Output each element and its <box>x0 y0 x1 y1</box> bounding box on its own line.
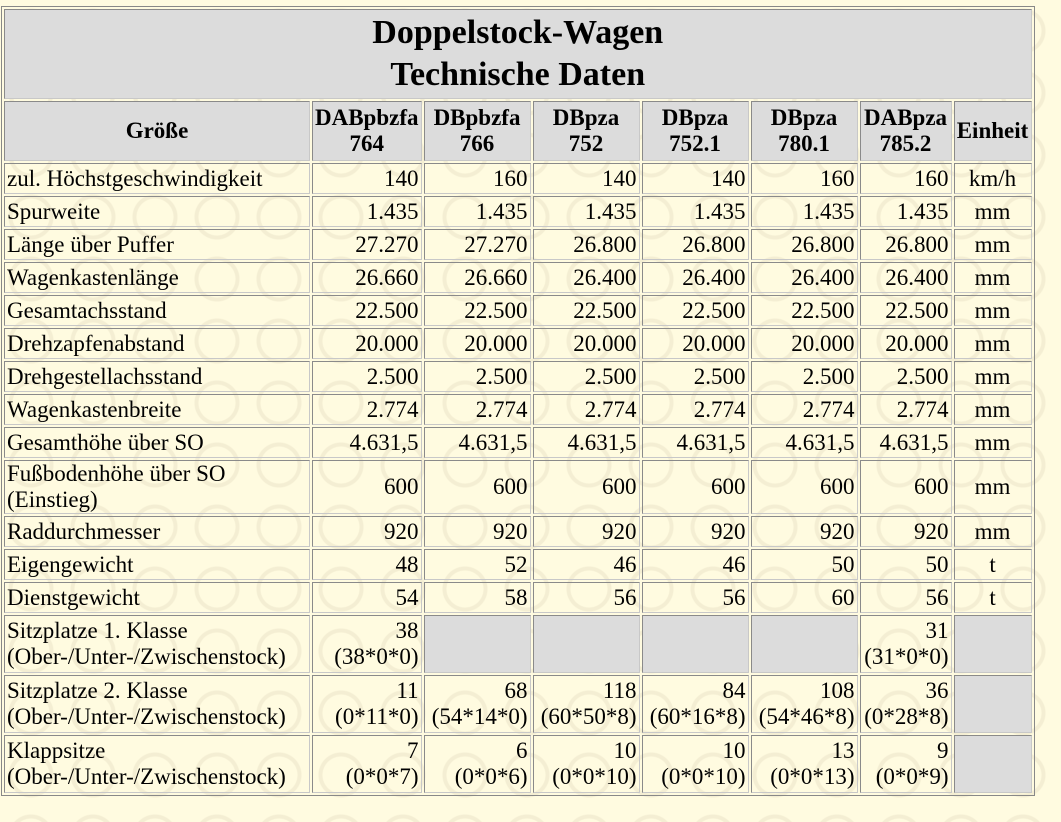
value-cell: 50 <box>860 549 952 580</box>
value-cell: 27.270 <box>312 229 422 260</box>
row-label-text-2: (Ober-/Unter-/Zwischenstock) <box>7 644 286 669</box>
row-label-text: Gesamthöhe über SO <box>7 429 204 455</box>
value-cell: 2.500 <box>424 361 531 392</box>
value-cell: 920 <box>424 516 531 547</box>
value-cell: 2.774 <box>533 394 640 425</box>
value-cell: 2.774 <box>312 394 422 425</box>
seat-breakdown: (0*28*8) <box>864 704 949 729</box>
value-cell <box>424 735 531 793</box>
seat-total: 13 <box>831 738 855 763</box>
header-wagon: DABpbzfa 764 <box>312 101 422 161</box>
row-label <box>4 229 310 260</box>
value-cell: 4.631,5 <box>642 427 749 458</box>
value-cell: 140 <box>642 163 749 194</box>
table-row <box>4 229 1032 260</box>
value-cell: 1.435 <box>642 196 749 227</box>
row-label <box>4 196 310 227</box>
value-cell <box>533 735 640 793</box>
value-cell: 22.500 <box>751 295 858 326</box>
table-row <box>4 163 1032 194</box>
unit-cell: mm <box>954 295 1032 326</box>
row-label <box>4 295 310 326</box>
seat-total: 31 <box>925 618 949 643</box>
seat-total: 68 <box>504 678 528 703</box>
value-cell: 52 <box>424 549 531 580</box>
value-cell: 1.435 <box>424 196 531 227</box>
value-cell: 20.000 <box>533 328 640 359</box>
value-cell: 27.270 <box>424 229 531 260</box>
value-cell: 20.000 <box>424 328 531 359</box>
value-cell: 2.500 <box>533 361 640 392</box>
header-size: Größe <box>4 101 310 161</box>
seat-breakdown: (54*46*8) <box>758 704 855 729</box>
row-label <box>4 361 310 392</box>
unit-cell: t <box>954 549 1032 580</box>
value-cell: 46 <box>642 549 749 580</box>
value-cell <box>312 675 422 733</box>
table-row <box>4 394 1032 425</box>
value-cell: 22.500 <box>642 295 749 326</box>
seat-total: 7 <box>407 738 419 763</box>
value-cell: 26.800 <box>642 229 749 260</box>
row-label <box>4 328 310 359</box>
row-label <box>4 675 310 733</box>
value-cell: 46 <box>533 549 640 580</box>
row-label-text-2: (Einstieg) <box>7 487 98 512</box>
value-cell <box>642 675 749 733</box>
value-cell: 920 <box>642 516 749 547</box>
seat-breakdown: (0*0*7) <box>345 764 419 789</box>
value-cell: 1.435 <box>860 196 952 227</box>
value-cell: 4.631,5 <box>751 427 858 458</box>
table-row <box>4 295 1032 326</box>
row-label-text: Sitzplatze 1. Klasse <box>7 618 188 643</box>
value-cell: 22.500 <box>424 295 531 326</box>
row-label-text: Raddurchmesser <box>7 518 161 544</box>
row-label-text: Eigengewicht <box>7 551 134 577</box>
value-cell: 2.500 <box>312 361 422 392</box>
empty-unit-cell <box>954 735 1032 793</box>
value-cell: 4.631,5 <box>424 427 531 458</box>
seat-total: 36 <box>925 678 949 703</box>
seat-breakdown: (0*0*9) <box>875 764 949 789</box>
value-cell: 26.400 <box>642 262 749 293</box>
value-cell: 54 <box>312 582 422 613</box>
row-label <box>4 516 310 547</box>
value-cell: 26.800 <box>533 229 640 260</box>
value-cell: 1.435 <box>533 196 640 227</box>
value-cell: 26.800 <box>751 229 858 260</box>
empty-unit-cell <box>954 615 1032 673</box>
value-cell: 4.631,5 <box>533 427 640 458</box>
value-cell: 2.500 <box>860 361 952 392</box>
value-cell: 22.500 <box>860 295 952 326</box>
seat-breakdown: (0*0*10) <box>552 764 637 789</box>
table-row <box>4 328 1032 359</box>
technical-data-table <box>1 6 1035 796</box>
row-label-text: Wagenkastenbreite <box>7 396 182 422</box>
empty-unit-cell <box>954 675 1032 733</box>
row-label-text: Länge über Puffer <box>7 231 174 257</box>
value-cell <box>642 735 749 793</box>
value-cell: 140 <box>533 163 640 194</box>
value-cell: 1.435 <box>312 196 422 227</box>
table-row <box>4 196 1032 227</box>
row-label-text: Wagenkastenlänge <box>7 264 179 290</box>
value-cell: 600 <box>312 460 422 514</box>
seat-breakdown: (0*0*6) <box>454 764 528 789</box>
value-cell: 920 <box>860 516 952 547</box>
value-cell: 56 <box>860 582 952 613</box>
value-cell: 20.000 <box>860 328 952 359</box>
empty-cell <box>751 615 858 673</box>
value-cell: 56 <box>533 582 640 613</box>
table-row <box>4 675 1032 733</box>
seat-total: 84 <box>722 678 746 703</box>
title-line-1: Doppelstock-Wagen <box>372 14 664 51</box>
unit-cell: mm <box>954 460 1032 514</box>
value-cell: 56 <box>642 582 749 613</box>
seat-total: 6 <box>516 738 528 763</box>
table-row <box>4 582 1032 613</box>
value-cell: 20.000 <box>312 328 422 359</box>
seat-total: 11 <box>396 678 419 703</box>
table-title <box>4 9 1032 99</box>
seat-breakdown: (38*0*0) <box>334 644 419 669</box>
value-cell: 600 <box>642 460 749 514</box>
value-cell: 26.400 <box>860 262 952 293</box>
table-row <box>4 427 1032 458</box>
row-label-text: Fußbodenhöhe über SO <box>7 461 226 486</box>
value-cell <box>751 675 858 733</box>
seat-breakdown: (60*50*8) <box>540 704 637 729</box>
value-cell: 48 <box>312 549 422 580</box>
value-cell: 920 <box>312 516 422 547</box>
table-row <box>4 549 1032 580</box>
seat-breakdown: (0*0*10) <box>661 764 746 789</box>
value-cell: 2.774 <box>424 394 531 425</box>
unit-cell: mm <box>954 196 1032 227</box>
row-label <box>4 427 310 458</box>
table-row <box>4 361 1032 392</box>
row-label <box>4 262 310 293</box>
row-label <box>4 735 310 793</box>
value-cell <box>312 735 422 793</box>
value-cell <box>533 675 640 733</box>
value-cell: 4.631,5 <box>860 427 952 458</box>
unit-cell: mm <box>954 328 1032 359</box>
empty-cell <box>642 615 749 673</box>
value-cell <box>860 615 952 673</box>
unit-cell: mm <box>954 262 1032 293</box>
value-cell: 160 <box>751 163 858 194</box>
row-label-text-2: (Ober-/Unter-/Zwischenstock) <box>7 704 286 729</box>
value-cell: 600 <box>424 460 531 514</box>
value-cell: 22.500 <box>533 295 640 326</box>
seat-total: 10 <box>722 738 746 763</box>
row-label <box>4 394 310 425</box>
value-cell: 2.774 <box>751 394 858 425</box>
value-cell: 2.774 <box>642 394 749 425</box>
value-cell: 140 <box>312 163 422 194</box>
seat-breakdown: (60*16*8) <box>649 704 746 729</box>
header-wagon: DBpza 780.1 <box>751 101 858 161</box>
value-cell: 60 <box>751 582 858 613</box>
unit-cell: mm <box>954 394 1032 425</box>
value-cell: 920 <box>533 516 640 547</box>
row-label-text-2: (Ober-/Unter-/Zwischenstock) <box>7 764 286 789</box>
value-cell: 160 <box>424 163 531 194</box>
header-wagon: DBpza 752 <box>533 101 640 161</box>
value-cell: 58 <box>424 582 531 613</box>
title-line-2: Technische Daten <box>390 56 646 93</box>
value-cell: 1.435 <box>751 196 858 227</box>
row-label-text: Dienstgewicht <box>7 584 140 610</box>
table-row <box>4 460 1032 514</box>
seat-total: 38 <box>395 618 419 643</box>
empty-cell <box>533 615 640 673</box>
value-cell <box>860 735 952 793</box>
value-cell: 26.400 <box>533 262 640 293</box>
value-cell: 160 <box>860 163 952 194</box>
value-cell: 2.500 <box>642 361 749 392</box>
row-label-text: Klappsitze <box>7 738 106 763</box>
value-cell: 26.660 <box>312 262 422 293</box>
table-row <box>4 516 1032 547</box>
row-label <box>4 549 310 580</box>
header-wagon: DABpza 785.2 <box>860 101 952 161</box>
value-cell: 22.500 <box>312 295 422 326</box>
value-cell: 2.774 <box>860 394 952 425</box>
empty-cell <box>424 615 531 673</box>
unit-cell: mm <box>954 516 1032 547</box>
value-cell: 600 <box>533 460 640 514</box>
value-cell: 920 <box>751 516 858 547</box>
value-cell: 26.400 <box>751 262 858 293</box>
header-wagon: DBpbzfa 766 <box>424 101 531 161</box>
value-cell: 4.631,5 <box>312 427 422 458</box>
row-label-text: Sitzplatze 2. Klasse <box>7 678 188 703</box>
seat-breakdown: (54*14*0) <box>431 704 528 729</box>
value-cell: 50 <box>751 549 858 580</box>
value-cell <box>312 615 422 673</box>
value-cell <box>751 735 858 793</box>
seat-breakdown: (0*0*13) <box>770 764 855 789</box>
unit-cell: mm <box>954 229 1032 260</box>
row-label <box>4 582 310 613</box>
seat-total: 10 <box>613 738 637 763</box>
seat-total: 9 <box>937 738 949 763</box>
row-label-text: Spurweite <box>7 198 101 224</box>
row-label <box>4 163 310 194</box>
seat-total: 118 <box>602 678 637 703</box>
value-cell: 2.500 <box>751 361 858 392</box>
table-row <box>4 735 1032 793</box>
value-cell <box>424 675 531 733</box>
unit-cell: t <box>954 582 1032 613</box>
seat-breakdown: (0*11*0) <box>335 704 419 729</box>
value-cell <box>860 675 952 733</box>
table-row <box>4 262 1032 293</box>
seat-total: 108 <box>820 678 855 703</box>
value-cell: 600 <box>860 460 952 514</box>
seat-breakdown: (31*0*0) <box>864 644 949 669</box>
table-row <box>4 615 1032 673</box>
value-cell: 20.000 <box>751 328 858 359</box>
value-cell: 26.800 <box>860 229 952 260</box>
row-label-text: Drehgestellachsstand <box>7 363 203 389</box>
unit-cell: km/h <box>954 163 1032 194</box>
header-wagon: DBpza 752.1 <box>642 101 749 161</box>
value-cell: 600 <box>751 460 858 514</box>
row-label-text: Gesamtachsstand <box>7 297 167 323</box>
row-label <box>4 615 310 673</box>
row-label <box>4 460 310 514</box>
header-unit: Einheit <box>954 101 1032 161</box>
row-label-text: Drehzapfenabstand <box>7 330 185 356</box>
row-label-text: zul. Höchstgeschwindigkeit <box>7 165 263 191</box>
value-cell: 26.660 <box>424 262 531 293</box>
unit-cell: mm <box>954 361 1032 392</box>
unit-cell: mm <box>954 427 1032 458</box>
value-cell: 20.000 <box>642 328 749 359</box>
